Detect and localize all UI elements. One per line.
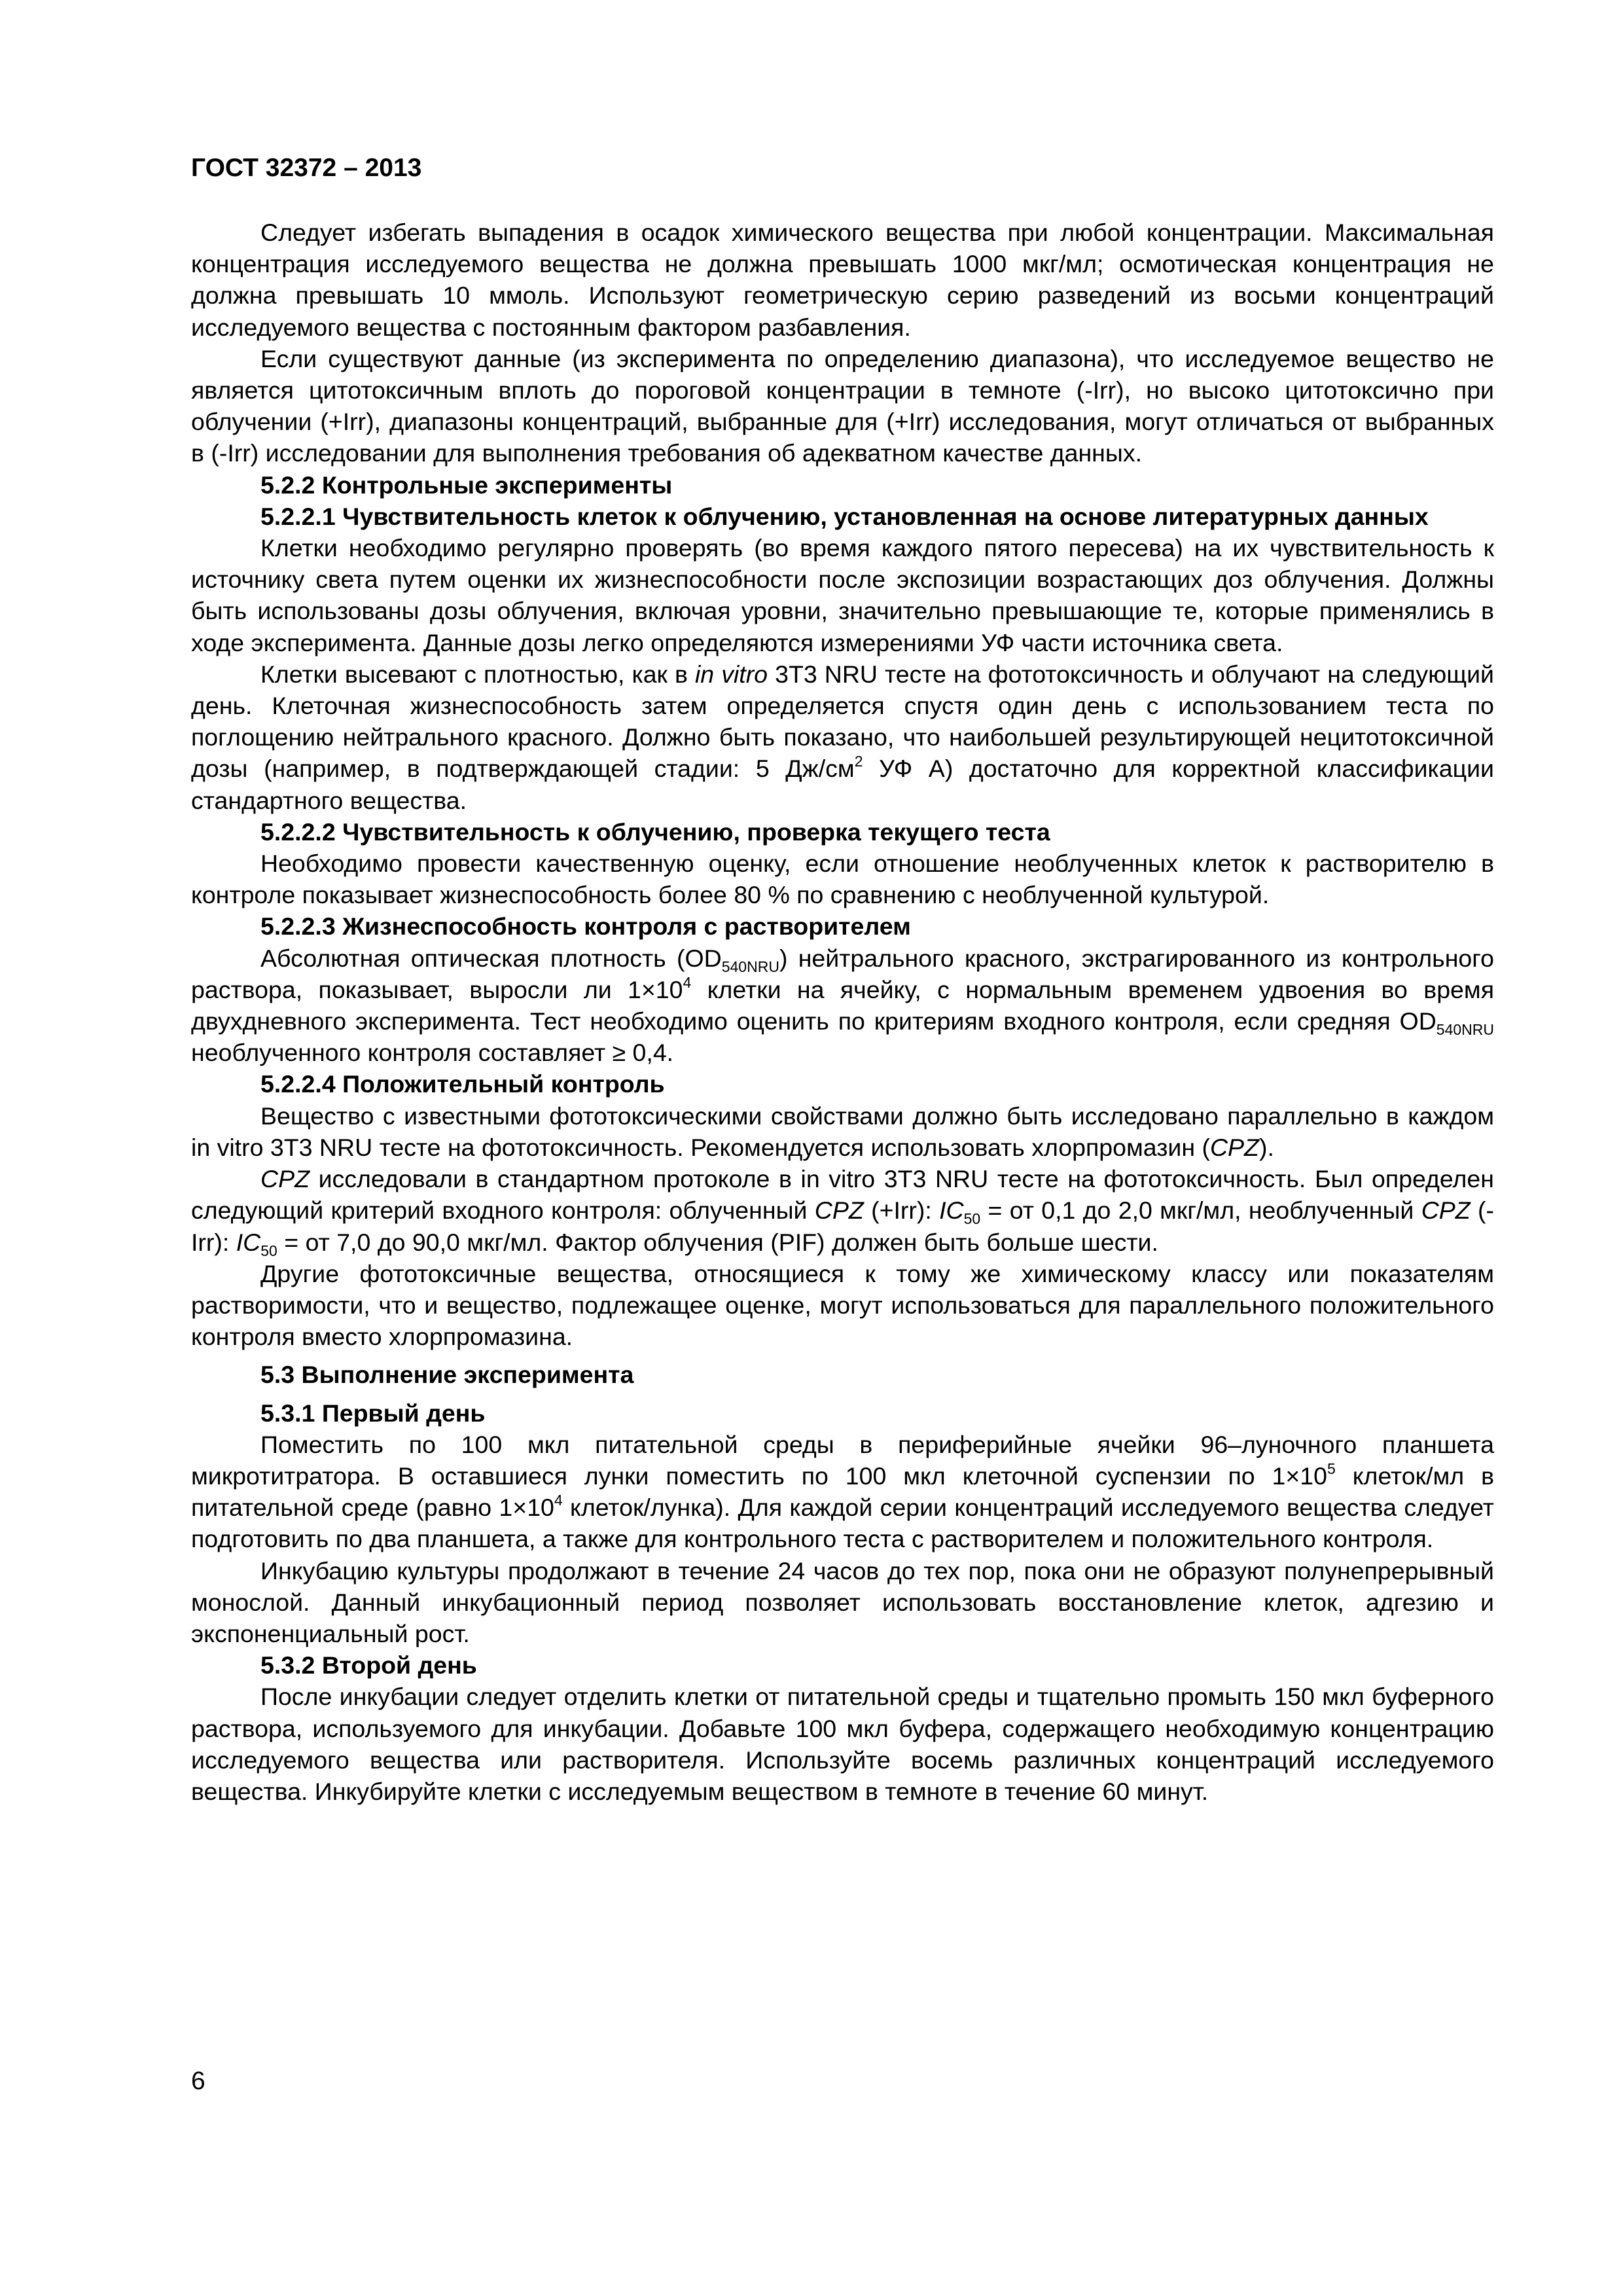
heading-5-2-2-1: 5.2.2.1 Чувствительность клеток к облучению, установленная на основе литературных данных — [260, 502, 1429, 530]
paragraph-incubation: Инкубацию культуры продолжают в течение 24 часов до тех пор, пока они не образуют полунепрерывный монослой. Данный инкубационный период позволяет использовать восстановление клеток, адгезию и экспоненциальный рост. — [191, 1556, 1494, 1647]
paragraph-seeding: Клетки высевают с плотностью, как в in vitro 3Т3 NRU тесте на фототоксичность и облучают на следующий день. Клеточная жизнеспособность затем определяется спустя один день с использованием теста по поглощению нейтрального красного. Должно быть показано, что наибольшей результирующей нецитотоксичной дозы (например, в подтверждающей стадии: 5 $Дж/см^2$ УФ А) достаточно для корректной классификации стандартного вещества. — [191, 660, 1494, 814]
document-body — [191, 217, 1494, 1807]
paragraph-cpz-criteria: CPZ исследовали в стандартном протоколе в in vitro 3Т3 NRU тесте на фототоксичность. Был определен следующий критерий входного контроля: облученный CPZ (+Irr): $IC_{50}$ = от 0,1 до 2,0 мкг/мл, необлученный CPZ (-Irr): $IC_{50}$ = от 7,0 до 90,0 мкг/мл. Фактор облучения (PIF) должен быть больше шести. — [191, 1165, 1494, 1259]
paragraph-cell-sensitivity: Клетки необходимо регулярно проверять (во время каждого пятого пересева) на их чувствительность к источнику света путем оценки их жизнеспособности после экспозиции возрастающих доз облучения. Должны быть использованы дозы облучения, включая уровни, значительно превышающие те, которые применялись в ходе эксперимента. Данные дозы легко определяются измерениями УФ части источника света. — [191, 534, 1494, 656]
heading-5-2-2-2: 5.2.2.2 Чувствительность к облучению, проверка текущего теста — [260, 817, 1050, 846]
paragraph-first-day: Поместить по 100 мкл питательной среды в периферийные ячейки 96–луночного планшета микротитратора. В оставшиеся лунки поместить по 100 мкл клеточной суспензии по $1\times 10^5$ клеток/мл в питательной среде (равно $1\times 10^4$ клеток/лунка). Для каждой серии концентраций исследуемого вещества следует подготовить по два планшета, а также для контрольного теста с растворителем и положительного контроля. — [191, 1430, 1494, 1553]
heading-5-3: 5.3 Выполнение эксперимента — [260, 1361, 634, 1389]
paragraph-second-day: После инкубации следует отделить клетки от питательной среды и тщательно промыть 150 мкл буферного раствора, используемого для инкубации. Добавьте 100 мкл буфера, содержащего необходимую концентрацию исследуемого вещества или растворителя. Используйте восемь различных концентраций исследуемого вещества. Инкубируйте клетки с исследуемым веществом в темноте в течение 60 минут. — [191, 1683, 1494, 1805]
page-number: 6 — [191, 2067, 205, 2095]
heading-5-3-1: 5.3.1 Первый день — [260, 1399, 486, 1427]
heading-5-2-2: 5.2.2 Контрольные эксперименты — [260, 471, 673, 499]
standard-header: ГОСТ 32372 – 2013 — [191, 154, 422, 182]
heading-5-3-2: 5.3.2 Второй день — [260, 1651, 477, 1679]
paragraph-optical-density: Абсолютная оптическая плотность $(OD_{540NRU})$ нейтрального красного, экстрагированного из контрольного раствора, показывает, выросли ли $1\times 10^4$ клетки на ячейку, с нормальным временем удвоения во время двухдневного эксперимента. Тест необходимо оценить по критериям входного контроля, если средняя $OD_{540NRU}$ необлученного контроля составляет ≥ 0,4. — [191, 944, 1495, 1067]
paragraph-other-phototoxic: Другие фототоксичные вещества, относящиеся к тому же химическому классу или показателям растворимости, что и вещество, подлежащее оценке, могут использоваться для параллельного положительного контроля вместо хлорпромазина. — [191, 1259, 1494, 1351]
paragraph-concentration-range: Если существуют данные (из эксперимента по определению диапазона), что исследуемое вещество не является цитотоксичным вплоть до пороговой концентрации в темноте (-Irr), но высоко цитотоксично при облучении (+Irr), диапазоны концентраций, выбранные для (+Irr) исследования, могут отличаться от выбранных в (-Irr) исследовании для выполнения требования об адекватном качестве данных. — [191, 344, 1494, 467]
paragraph-solubility: Следует избегать выпадения в осадок химического вещества при любой концентрации. Максимальная концентрация исследуемого вещества не должна превышать 1000 мкг/мл; осмотическая концентрация не должна превышать 10 ммоль. Используют геометрическую серию разведений из восьми концентраций исследуемого вещества с постоянным фактором разбавления. — [191, 219, 1494, 341]
heading-5-2-2-4: 5.2.2.4 Положительный контроль — [260, 1070, 665, 1098]
paragraph-positive-control: Вещество с известными фототоксическими свойствами должно быть исследовано параллельно в каждом in vitro 3Т3 NRU тесте на фототоксичность. Рекомендуется использовать хлорпромазин (CPZ). — [191, 1102, 1494, 1161]
paragraph-quality-assessment: Необходимо провести качественную оценку, если отношение необлученных клеток к растворителю в контроле показывает жизнеспособность более 80 % по сравнению с необлученной культурой. — [191, 850, 1494, 909]
heading-5-2-2-3: 5.2.2.3 Жизнеспособность контроля с растворителем — [260, 912, 911, 941]
